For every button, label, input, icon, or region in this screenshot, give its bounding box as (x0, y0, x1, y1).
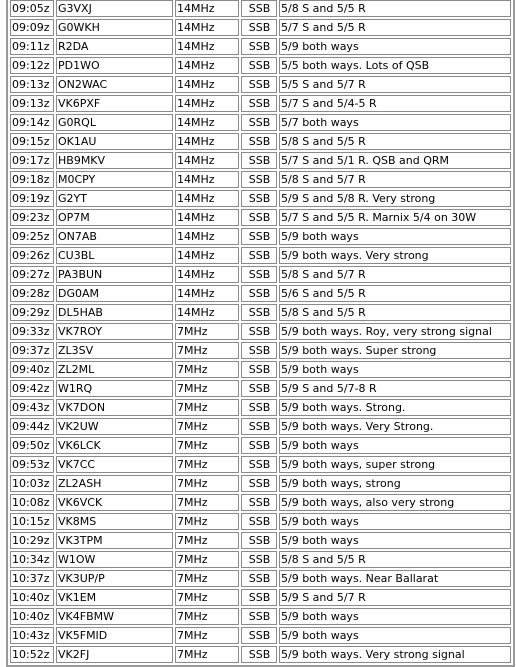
qso-mode-cell: SSB (241, 627, 277, 644)
qso-report-cell: 5/8 S and 5/5 R (279, 133, 511, 150)
qso-band-cell: 7MHz (175, 456, 239, 473)
qso-time-cell: 09:37z (10, 342, 54, 359)
qso-band-cell: 14MHz (175, 285, 239, 302)
qso-band-cell: 7MHz (175, 494, 239, 511)
qso-callsign-cell: CU3BL (56, 247, 173, 264)
qso-mode-cell: SSB (241, 513, 277, 530)
qso-mode-cell: SSB (241, 152, 277, 169)
qso-mode-cell: SSB (241, 95, 277, 112)
qso-band-cell: 14MHz (175, 133, 239, 150)
qso-time-cell: 09:42z (10, 380, 54, 397)
qso-report-cell: 5/7 S and 5/1 R. QSB and QRM (279, 152, 511, 169)
qso-band-cell: 7MHz (175, 342, 239, 359)
table-row (10, 19, 511, 36)
qso-time-cell: 09:17z (10, 152, 54, 169)
qso-mode-cell: SSB (241, 608, 277, 625)
qso-time-cell: 10:52z (10, 646, 54, 663)
qso-report-cell: 5/9 both ways (279, 608, 511, 625)
qso-report-cell: 5/9 both ways. Super strong (279, 342, 511, 359)
qso-report-cell: 5/9 both ways, strong (279, 475, 511, 492)
qso-mode-cell: SSB (241, 570, 277, 587)
qso-report-cell: 5/9 both ways, also very strong (279, 494, 511, 511)
qso-band-cell: 14MHz (175, 228, 239, 245)
table-row (10, 456, 511, 473)
table-row (10, 399, 511, 416)
qso-band-cell: 7MHz (175, 399, 239, 416)
table-row (10, 418, 511, 435)
table-row (10, 133, 511, 150)
qso-report-cell: 5/8 S and 5/7 R (279, 266, 511, 283)
qso-band-cell: 14MHz (175, 247, 239, 264)
qso-time-cell: 09:53z (10, 456, 54, 473)
qso-report-cell: 5/7 both ways (279, 114, 511, 131)
qso-time-cell: 09:09z (10, 19, 54, 36)
qso-band-cell: 14MHz (175, 171, 239, 188)
qso-mode-cell: SSB (241, 323, 277, 340)
qso-report-cell: 5/7 S and 5/5 R. Marnix 5/4 on 30W (279, 209, 511, 226)
qso-mode-cell: SSB (241, 646, 277, 663)
qso-band-cell: 7MHz (175, 437, 239, 454)
qso-report-cell: 5/9 both ways. Near Ballarat (279, 570, 511, 587)
qso-time-cell: 09:13z (10, 95, 54, 112)
qso-time-cell: 10:34z (10, 551, 54, 568)
qso-time-cell: 09:44z (10, 418, 54, 435)
qso-band-cell: 14MHz (175, 0, 239, 17)
qso-time-cell: 10:43z (10, 627, 54, 644)
qso-report-cell: 5/9 both ways (279, 532, 511, 549)
qso-report-cell: 5/9 S and 5/8 R. Very strong (279, 190, 511, 207)
qso-time-cell: 10:37z (10, 570, 54, 587)
qso-mode-cell: SSB (241, 361, 277, 378)
qso-report-cell: 5/9 both ways. Very strong signal (279, 646, 511, 663)
qso-mode-cell: SSB (241, 456, 277, 473)
qso-band-cell: 7MHz (175, 418, 239, 435)
qso-report-cell: 5/9 both ways (279, 513, 511, 530)
qso-report-cell: 5/9 both ways (279, 437, 511, 454)
qso-band-cell: 7MHz (175, 513, 239, 530)
table-row (10, 304, 511, 321)
qso-mode-cell: SSB (241, 437, 277, 454)
qso-callsign-cell: VK8MS (56, 513, 173, 530)
qso-band-cell: 7MHz (175, 551, 239, 568)
qso-time-cell: 09:28z (10, 285, 54, 302)
table-row (10, 342, 511, 359)
qso-callsign-cell: VK6VCK (56, 494, 173, 511)
qso-band-cell: 7MHz (175, 475, 239, 492)
qso-mode-cell: SSB (241, 247, 277, 264)
qso-band-cell: 14MHz (175, 266, 239, 283)
qso-time-cell: 09:40z (10, 361, 54, 378)
qso-callsign-cell: VK3UP/P (56, 570, 173, 587)
qso-mode-cell: SSB (241, 494, 277, 511)
qso-callsign-cell: G2YT (56, 190, 173, 207)
qso-callsign-cell: ZL2ML (56, 361, 173, 378)
qso-report-cell: 5/7 S and 5/5 R (279, 19, 511, 36)
table-row (10, 475, 511, 492)
qso-time-cell: 09:05z (10, 0, 54, 17)
qso-report-cell: 5/6 S and 5/5 R (279, 285, 511, 302)
qso-band-cell: 7MHz (175, 323, 239, 340)
table-row (10, 76, 511, 93)
qso-mode-cell: SSB (241, 532, 277, 549)
qso-band-cell: 14MHz (175, 114, 239, 131)
table-row (10, 361, 511, 378)
qso-callsign-cell: PD1WO (56, 57, 173, 74)
table-row (10, 38, 511, 55)
qso-callsign-cell: ZL3SV (56, 342, 173, 359)
qso-callsign-cell: VK6LCK (56, 437, 173, 454)
qso-time-cell: 09:43z (10, 399, 54, 416)
qso-band-cell: 7MHz (175, 589, 239, 606)
qso-time-cell: 10:40z (10, 608, 54, 625)
table-row (10, 152, 511, 169)
table-row (10, 57, 511, 74)
qso-time-cell: 09:18z (10, 171, 54, 188)
table-row (10, 247, 511, 264)
table-row (10, 570, 511, 587)
qso-report-cell: 5/5 S and 5/7 R (279, 76, 511, 93)
qso-band-cell: 7MHz (175, 646, 239, 663)
qso-time-cell: 09:15z (10, 133, 54, 150)
table-row (10, 228, 511, 245)
qso-time-cell: 09:13z (10, 76, 54, 93)
qso-band-cell: 14MHz (175, 209, 239, 226)
qso-mode-cell: SSB (241, 57, 277, 74)
qso-band-cell: 14MHz (175, 57, 239, 74)
qso-time-cell: 09:50z (10, 437, 54, 454)
table-row (10, 114, 511, 131)
qso-report-cell: 5/9 both ways (279, 627, 511, 644)
qso-time-cell: 09:14z (10, 114, 54, 131)
qso-log-frame (6, 0, 515, 667)
table-row (10, 494, 511, 511)
qso-callsign-cell: VK7ROY (56, 323, 173, 340)
qso-callsign-cell: VK3TPM (56, 532, 173, 549)
table-row (10, 285, 511, 302)
qso-callsign-cell: VK7DON (56, 399, 173, 416)
table-row (10, 589, 511, 606)
table-row (10, 532, 511, 549)
qso-time-cell: 09:19z (10, 190, 54, 207)
qso-band-cell: 7MHz (175, 532, 239, 549)
qso-band-cell: 7MHz (175, 380, 239, 397)
qso-band-cell: 14MHz (175, 95, 239, 112)
qso-callsign-cell: DG0AM (56, 285, 173, 302)
qso-report-cell: 5/9 both ways (279, 361, 511, 378)
qso-time-cell: 10:40z (10, 589, 54, 606)
qso-mode-cell: SSB (241, 285, 277, 302)
qso-mode-cell: SSB (241, 76, 277, 93)
qso-callsign-cell: W1RQ (56, 380, 173, 397)
qso-band-cell: 7MHz (175, 570, 239, 587)
qso-time-cell: 10:29z (10, 532, 54, 549)
qso-mode-cell: SSB (241, 551, 277, 568)
table-row (10, 551, 511, 568)
qso-time-cell: 09:26z (10, 247, 54, 264)
table-row (10, 627, 511, 644)
qso-mode-cell: SSB (241, 190, 277, 207)
table-row (10, 608, 511, 625)
qso-log-table (8, 0, 513, 665)
qso-band-cell: 7MHz (175, 627, 239, 644)
qso-time-cell: 10:15z (10, 513, 54, 530)
qso-time-cell: 09:27z (10, 266, 54, 283)
qso-callsign-cell: VK5FMID (56, 627, 173, 644)
qso-report-cell: 5/8 S and 5/5 R (279, 304, 511, 321)
qso-band-cell: 14MHz (175, 38, 239, 55)
qso-mode-cell: SSB (241, 38, 277, 55)
qso-callsign-cell: VK6PXF (56, 95, 173, 112)
table-row (10, 171, 511, 188)
table-row (10, 646, 511, 663)
qso-report-cell: 5/5 both ways. Lots of QSB (279, 57, 511, 74)
table-row (10, 323, 511, 340)
qso-report-cell: 5/9 both ways. Roy, very strong signal (279, 323, 511, 340)
qso-callsign-cell: M0CPY (56, 171, 173, 188)
table-row (10, 190, 511, 207)
qso-band-cell: 14MHz (175, 76, 239, 93)
qso-callsign-cell: DL5HAB (56, 304, 173, 321)
qso-callsign-cell: R2DA (56, 38, 173, 55)
table-row (10, 437, 511, 454)
qso-band-cell: 14MHz (175, 152, 239, 169)
qso-time-cell: 09:33z (10, 323, 54, 340)
qso-band-cell: 14MHz (175, 19, 239, 36)
table-row (10, 513, 511, 530)
qso-callsign-cell: VK2UW (56, 418, 173, 435)
qso-report-cell: 5/9 both ways (279, 38, 511, 55)
qso-mode-cell: SSB (241, 0, 277, 17)
qso-callsign-cell: G3VXJ (56, 0, 173, 17)
qso-mode-cell: SSB (241, 475, 277, 492)
qso-mode-cell: SSB (241, 380, 277, 397)
qso-report-cell: 5/8 S and 5/5 R (279, 551, 511, 568)
qso-mode-cell: SSB (241, 399, 277, 416)
qso-mode-cell: SSB (241, 133, 277, 150)
qso-callsign-cell: HB9MKV (56, 152, 173, 169)
qso-report-cell: 5/9 S and 5/7 R (279, 589, 511, 606)
qso-callsign-cell: ON2WAC (56, 76, 173, 93)
qso-band-cell: 14MHz (175, 190, 239, 207)
qso-callsign-cell: OK1AU (56, 133, 173, 150)
qso-time-cell: 09:11z (10, 38, 54, 55)
qso-report-cell: 5/9 both ways. Strong. (279, 399, 511, 416)
qso-band-cell: 14MHz (175, 304, 239, 321)
qso-callsign-cell: G0WKH (56, 19, 173, 36)
qso-report-cell: 5/8 S and 5/7 R (279, 171, 511, 188)
qso-mode-cell: SSB (241, 228, 277, 245)
qso-report-cell: 5/9 both ways. Very strong (279, 247, 511, 264)
qso-callsign-cell: OP7M (56, 209, 173, 226)
qso-report-cell: 5/8 S and 5/5 R (279, 0, 511, 17)
qso-time-cell: 09:23z (10, 209, 54, 226)
qso-time-cell: 10:03z (10, 475, 54, 492)
qso-callsign-cell: VK1EM (56, 589, 173, 606)
qso-mode-cell: SSB (241, 304, 277, 321)
qso-callsign-cell: ZL2ASH (56, 475, 173, 492)
qso-callsign-cell: PA3BUN (56, 266, 173, 283)
qso-mode-cell: SSB (241, 266, 277, 283)
qso-mode-cell: SSB (241, 114, 277, 131)
qso-report-cell: 5/7 S and 5/4-5 R (279, 95, 511, 112)
qso-report-cell: 5/9 both ways. Very Strong. (279, 418, 511, 435)
table-row (10, 266, 511, 283)
qso-report-cell: 5/9 S and 5/7-8 R (279, 380, 511, 397)
table-row (10, 380, 511, 397)
qso-log-body (10, 0, 511, 663)
table-row (10, 95, 511, 112)
qso-time-cell: 09:12z (10, 57, 54, 74)
qso-mode-cell: SSB (241, 342, 277, 359)
qso-mode-cell: SSB (241, 19, 277, 36)
qso-report-cell: 5/9 both ways (279, 228, 511, 245)
qso-callsign-cell: W1OW (56, 551, 173, 568)
qso-time-cell: 10:08z (10, 494, 54, 511)
qso-mode-cell: SSB (241, 418, 277, 435)
qso-callsign-cell: VK2FJ (56, 646, 173, 663)
qso-callsign-cell: VK4FBMW (56, 608, 173, 625)
qso-mode-cell: SSB (241, 589, 277, 606)
qso-report-cell: 5/9 both ways, super strong (279, 456, 511, 473)
qso-callsign-cell: ON7AB (56, 228, 173, 245)
table-row (10, 0, 511, 17)
qso-time-cell: 09:29z (10, 304, 54, 321)
qso-mode-cell: SSB (241, 209, 277, 226)
qso-time-cell: 09:25z (10, 228, 54, 245)
qso-callsign-cell: G0RQL (56, 114, 173, 131)
qso-band-cell: 7MHz (175, 361, 239, 378)
qso-band-cell: 7MHz (175, 608, 239, 625)
qso-mode-cell: SSB (241, 171, 277, 188)
table-row (10, 209, 511, 226)
qso-callsign-cell: VK7CC (56, 456, 173, 473)
